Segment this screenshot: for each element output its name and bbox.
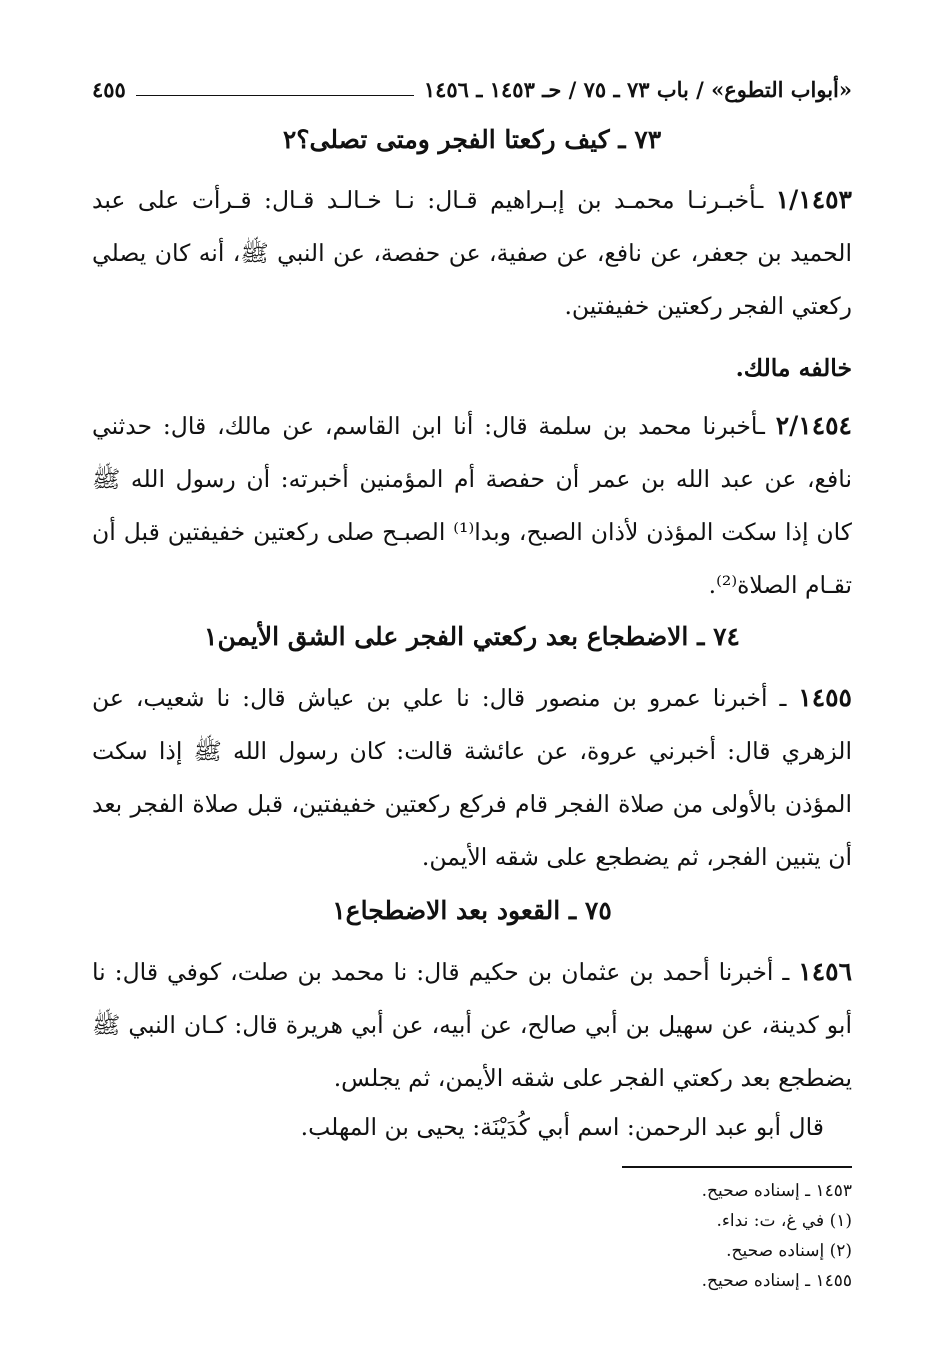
hadith-number: ١٤٥٥	[798, 683, 852, 712]
nasai-comment: قال أبو عبد الرحمن: اسم أبي كُدَيْنَة: يحيى بن المهلب.	[300, 1113, 824, 1141]
footnote: ١٤٥٣ ـ إسناده صحيح.	[701, 1181, 852, 1201]
footnotes	[92, 1176, 852, 1296]
hadith-1454	[92, 399, 852, 612]
hadith-text: ـأخبـرنـا محمـد بن إبـراهيم قـال: نـا خـالـد قـال: قـرأت على عبد الحميد بن جعفر، عن نافع، عن صفية، عن حفصة، عن النبي ﷺ، أنه كان يصلي ركعتي الفجر ركعتين خفيفتين.	[92, 186, 852, 320]
hadith-text: ـ أخبرنا أحمد بن عثمان بن حكيم قال: نا محمد بن صلت، كوفي قال: نا أبو كدينة، عن سهيل بن أبي صالح، عن أبيه، عن أبي هريرة قال: كـان النبي ﷺ يضطجع بعد ركعتي الفجر على شقه الأيمن، ثم يجلس.	[92, 958, 852, 1092]
hadith-text: ـ أخبرنا عمرو بن منصور قال: نا علي بن عياش قال: نا شعيب، عن الزهري قال: أخبرني عروة، عن عائشة قالت: كان رسول الله ﷺ إذا سكت المؤذن بالأولى من صلاة الفجر قام فركع ركعتين خفيفتين، قبل صلاة الفجر بعد أن يتبين الفجر، ثم يضطجع على شقه الأيمن.	[92, 684, 852, 871]
header-rule	[136, 95, 414, 96]
footnote: (١) في غ، ت: نداء.	[716, 1211, 852, 1231]
chapter-heading-74: ٧٤ ـ الاضطجاع بعد ركعتي الفجر على الشق الأيمن١	[204, 622, 740, 651]
footnote: (٢) إسناده صحيح.	[726, 1241, 852, 1261]
hadith-1455	[92, 671, 852, 884]
page-number: ٤٥٥	[92, 76, 126, 102]
footnote: ١٤٥٥ ـ إسناده صحيح.	[701, 1271, 852, 1291]
footnote-separator	[622, 1166, 852, 1168]
hadith-number: ١/١٤٥٣	[775, 185, 852, 214]
hadith-text: ـأخبرنا محمد بن سلمة قال: أنا ابن القاسم، عن مالك، قال: حدثني نافع، عن عبد الله بن عمر أن حفصة أم المؤمنين أخبرته: أن رسول الله ﷺ كان إذا سكت المؤذن لأذان الصبح، وبدا⁽¹⁾ الصبـح صلى ركعتين خفيفتين قبل أن تقـام الصلاة⁽²⁾.	[92, 412, 852, 599]
hadith-1453	[92, 173, 852, 333]
chapter-heading-73: ٧٣ ـ كيف ركعتا الفجر ومتى تصلى؟٢	[282, 125, 662, 154]
running-header	[92, 72, 852, 106]
chapter-heading-75: ٧٥ ـ القعود بعد الاضطجاع١	[332, 896, 612, 925]
hadith-1456	[92, 945, 852, 1105]
header-title: «أبواب التطوع» / باب ٧٣ ـ ٧٥ / حـ ١٤٥٣ ـ ١٤٥٦	[423, 76, 852, 102]
hadith-number: ٢/١٤٥٤	[775, 411, 852, 440]
note-khalafahu-malik: خالفه مالك.	[735, 354, 852, 382]
hadith-number: ١٤٥٦	[798, 957, 852, 986]
